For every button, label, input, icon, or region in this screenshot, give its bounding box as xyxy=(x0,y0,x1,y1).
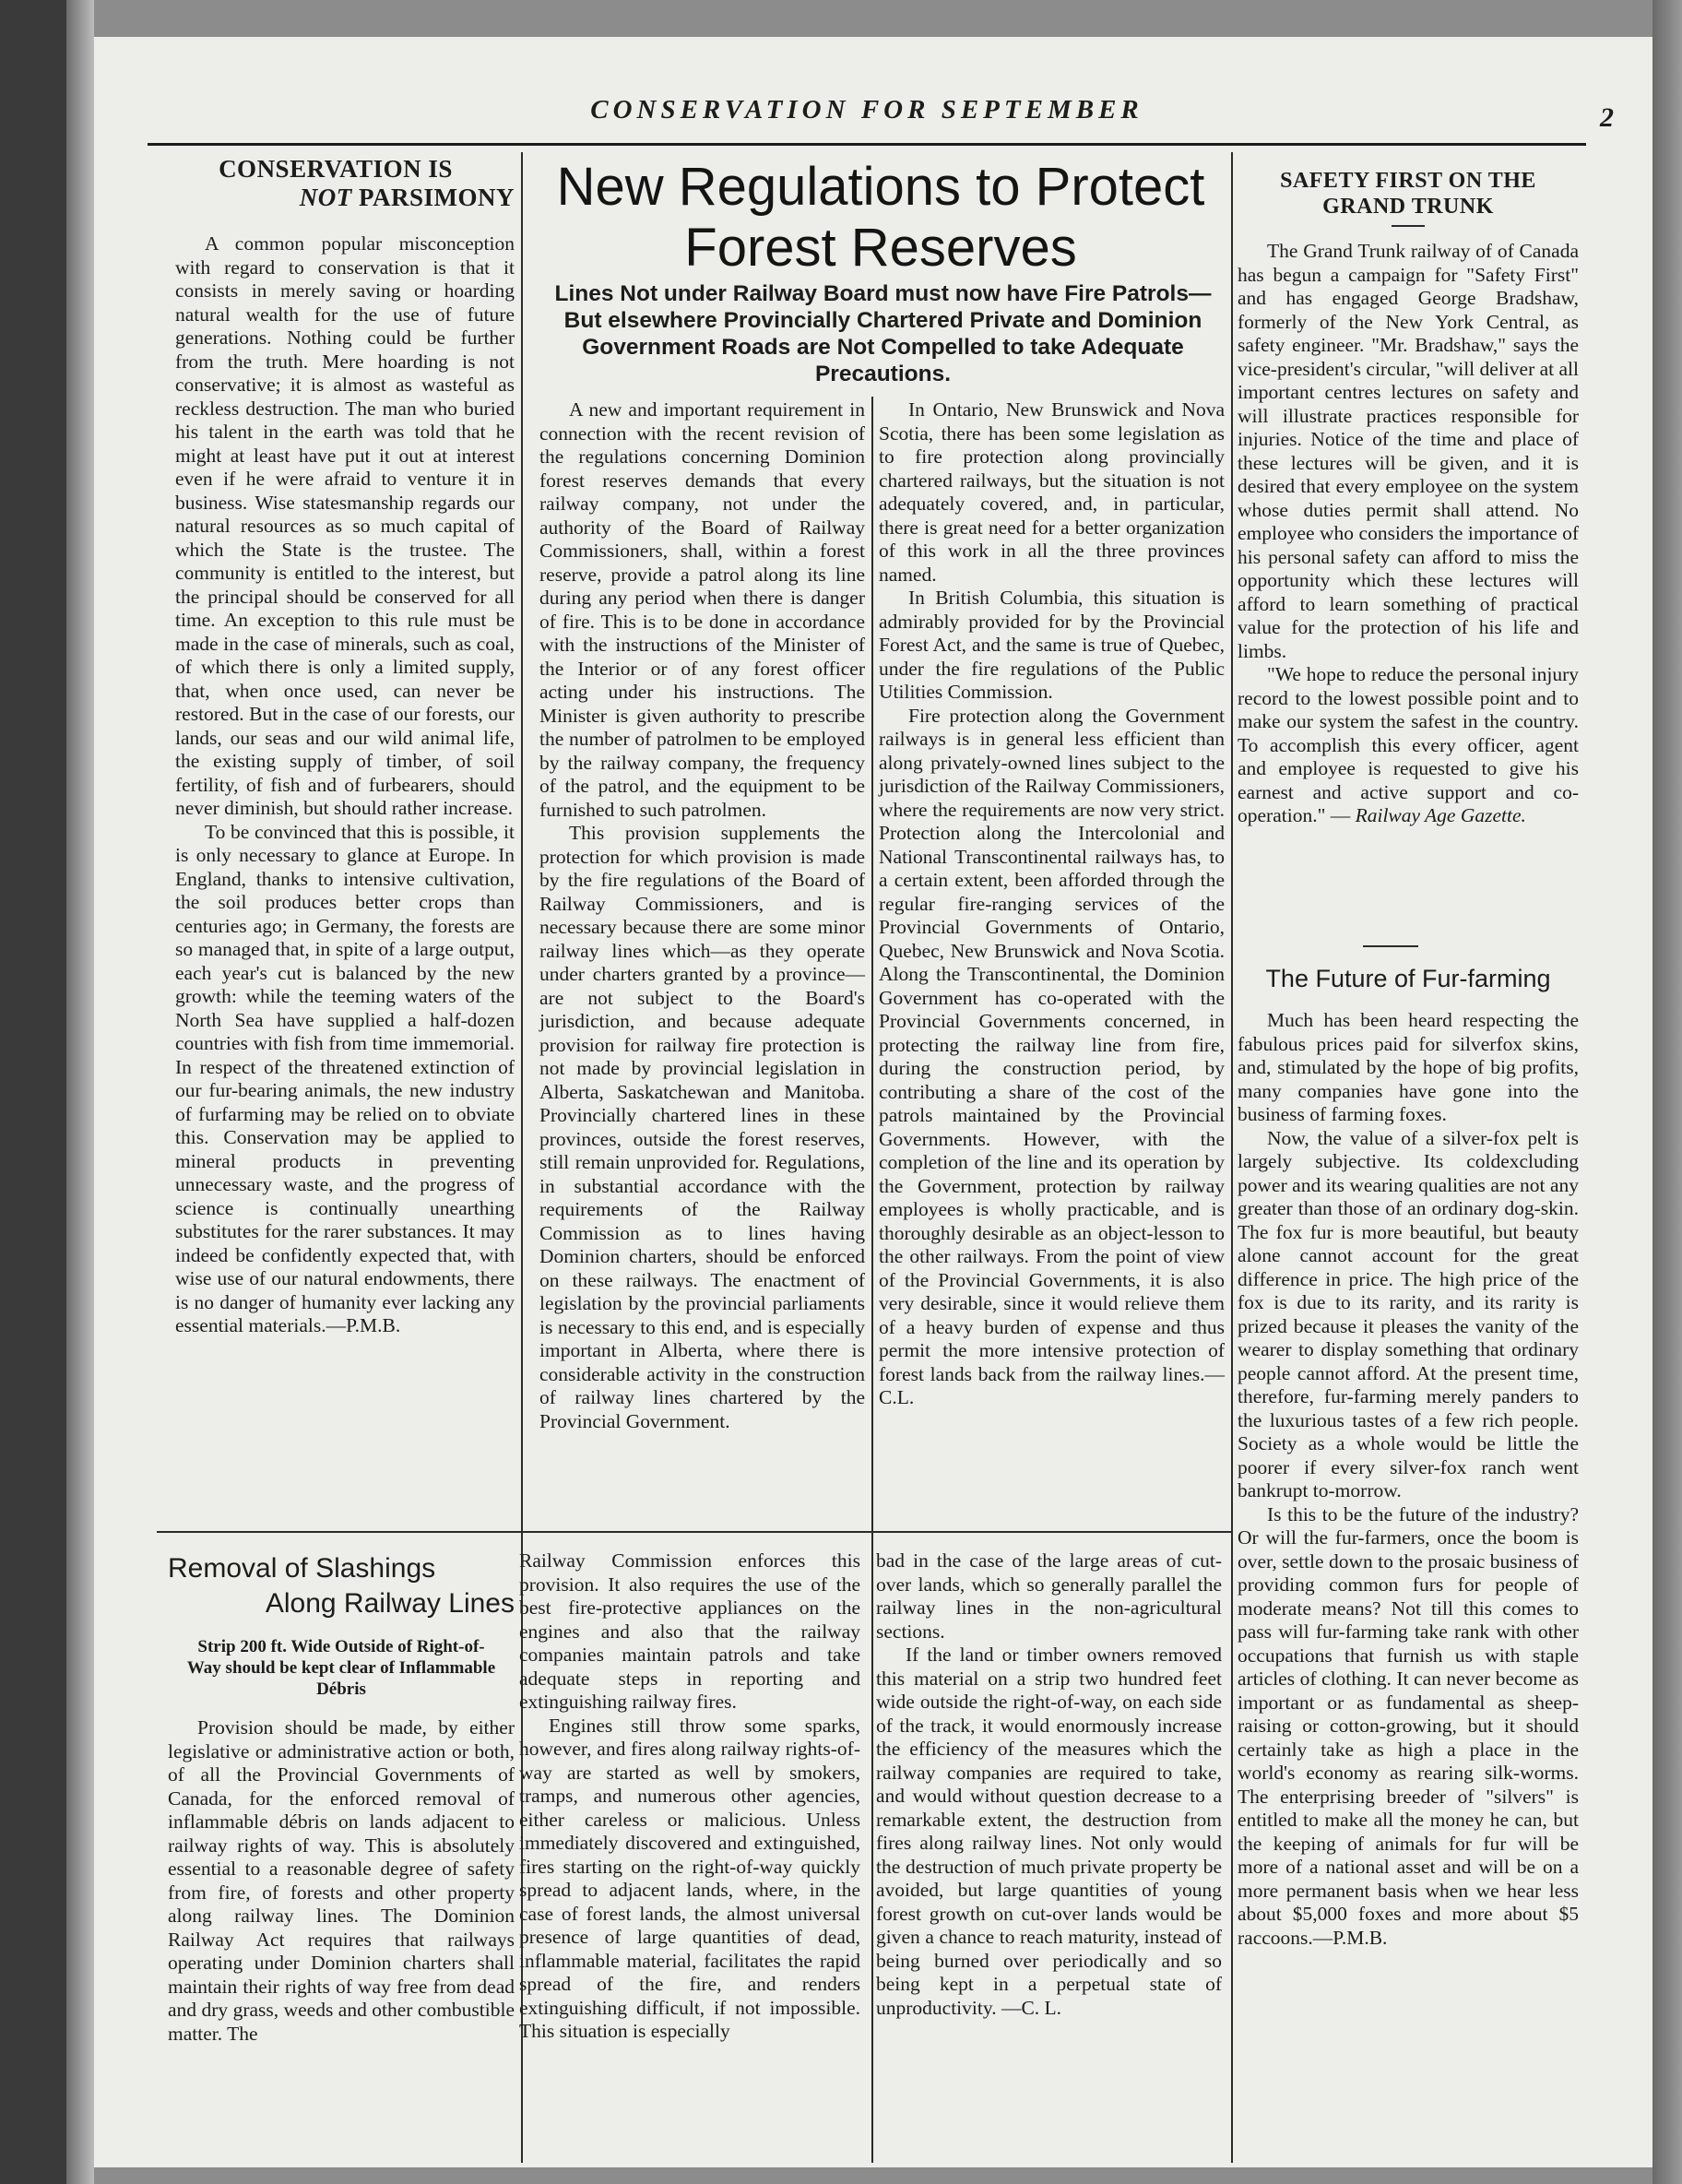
article-paragraph: Is this to be the future of the industry? Or will the fur-farmers, once the boom is over, settle down to the prosaic business of providing common furs for people of moderate means? Not till this comes to pass will fur-farming take rank with other occupations that furnish us with staple articles of clothing. It can never become as important or as fundamental as sheep-raising or cotton-growing, but it should certainly take as high a place in the world's economy as rearing silk-worms. The enterprising breeder of "silvers" is entitled to make all the money he can, but the keeping of animals for fur will be more of a national asset and will be on a more permanent basis when we hear less about $5,000 foxes and more about $5 raccoons.—P.M.B. xyxy=(1238,1502,1579,1949)
article-headline: The Future of Fur-farming xyxy=(1265,965,1551,992)
article-paragraph: Engines still throw some sparks, however, and fires along railway rights-of-way are started as well by smokers, tramps, and numerous other agencies, either careless or malicious. Unless immediately discovered and extinguished, fires starting on the right-of-way quickly spread to adjacent lands, where, in the case of forest lands, the almost universal presence of large quantities of dead, inflammable material, facilitates the rapid spread of the fire, and renders extinguishing difficult, if not impossible. This situation is especially xyxy=(519,1714,860,2042)
article-paragraph: To be convinced that this is possible, it is only necessary to glance at Europe. In England, thanks to intensive cultivation, the soil produces better crops than centuries ago; in Germany, the forests are so managed that, in spite of a large output, each year's cut is balanced by the new growth: while the teeming waters of the North Sea have supplied a half-dozen countries with fish from time immemorial. In respect of the threatened extinction of our fur-bearing animals, the new industry of furfarming may be relied on to obviate this. Conservation may be applied to mineral products in preventing unnecessary waste, and the progress of science is continually unearthing substitutes for the rarer substances. It may indeed be confidently expected that, with wise use of our natural endowments, there is no danger of humanity ever lacking any essential materials.—P.M.B. xyxy=(175,820,515,1336)
regulations-column-2 xyxy=(879,398,1225,1410)
section-rule xyxy=(1363,945,1418,947)
section-rule xyxy=(157,1531,1231,1533)
article-deck: Strip 200 ft. Wide Outside of Right-of-Way should be kept clear of Inflammable Débris xyxy=(186,1637,496,1699)
article-paragraph: In British Columbia, this situation is admirably provided for by the Provincial Forest Act, and the same is true of Quebec, under the fire regulations of the Public Utilities Commission. xyxy=(879,587,1225,703)
article-paragraph: In Ontario, New Brunswick and Nova Scotia, there has been some legislation as to fire protection along provincially chartered railways, but the situation is not adequately covered, and, in particular, there is great need for a better organization of this work in all the three provinces named. xyxy=(879,398,1225,586)
article-paragraph: This provision supplements the protection for which provision is made by the fire regulations of the Board of Railway Commissioners, and is necessary because there are some minor railway lines which—as they operate under charters granted by a province—are not subject to the Board's jurisdiction, and because adequate provision for railway fire protection is not made by provincial legislation in Alberta, Saskatchewan and Manitoba. Provincially chartered lines in these provinces, outside the forest reserves, still remain unprovided for. Regulations, in substantial accordance with the requirements of the Railway Commission as to lines having Dominion charters, should be enforced on these railways. The enactment of legislation by the provincial parliaments is necessary to this end, and is especially important in Alberta, where there is considerable activity in the construction of railway lines chartered by the Provincial Government. xyxy=(539,822,865,1432)
article-slashings xyxy=(168,1551,515,2046)
article-paragraph: Railway Commission enforces this provision. It also requires the use of the best fire-protective appliances on the engines and also that the railway companies maintain patrols and take adequate steps in reporting and extinguishing railway fires. xyxy=(519,1549,860,1713)
column-rule xyxy=(1231,152,1233,2163)
article-parsimony xyxy=(175,155,515,1338)
regulations-column-1 xyxy=(539,398,865,1433)
column-rule xyxy=(871,397,873,2163)
article-paragraph xyxy=(1238,663,1579,828)
page-number: 2 xyxy=(1600,102,1614,133)
article-paragraph: bad in the case of the large areas of cut-over lands, which so generally parallel the railway lines in the non-agricultural sections. xyxy=(876,1549,1222,1643)
article-headline xyxy=(168,1551,515,1621)
article-paragraph: A new and important requirement in connection with the recent revision of the regulations concerning Dominion forest reserves demands that every railway company, not under the authority of the Board of Railway Commissioners, shall, within a forest reserve, provide a patrol along its line during any period when there is danger of fire. This is to be done in accordance with the instructions of the Minister of the Interior or of any forest officer acting under his instructions. The Minister is given authority to prescribe the number of patrolmen to be employed by the railway company, the frequency of the patrol, and the equipment to be furnished to such patrolmen. xyxy=(539,398,865,821)
headline-line xyxy=(175,184,515,212)
slashings-column-3 xyxy=(876,1549,1222,2020)
page-edge xyxy=(1652,0,1682,2184)
main-headline: New Regulations to Protect Forest Reserves xyxy=(556,157,1205,278)
article-paragraph: Now, the value of a silver-fox pelt is largely subjective. Its coldexcluding power and its wearing qualities are not any greater than those of an ordinary dog-skin. The fox fur is more beautiful, but beauty alone cannot account for the great difference in price. The high price of the fox is due to its rarity, and its rarity is prized because it pleases the vanity of the wearer to display something that ordinary people cannot afford. At the present time, therefore, fur-farming merely panders to the luxurious tastes of a few rich people. Society as a whole would be little the poorer if every silver-fox ranch went bankrupt to-morrow. xyxy=(1238,1126,1579,1502)
article-paragraph: Provision should be made, by either legislative or administrative action or both, of all the Provincial Governments of Canada, for the enforced removal of inflammable débris on lands adjacent to railway rights of way. This is absolutely essential to a reasonable degree of safety from fire, of forests and other property along railway lines. The Dominion Railway Act requires that railways operating under Dominion charters shall maintain their rights of way free from dead and dry grass, weeds and other combustible matter. The xyxy=(168,1716,515,2045)
slashings-column-2 xyxy=(519,1549,860,2044)
running-title: CONSERVATION FOR SEPTEMBER xyxy=(590,95,1143,125)
article-paragraph: The Grand Trunk railway of of Canada has begun a campaign for "Safety First" and has engaged George Bradshaw, formerly of the New York Central, as safety engineer. "Mr. Bradshaw," says the vice-president's circular, "will deliver at all important centres lectures on safety and will illustrate practices responsible for injuries. Notice of the time and place of these lectures will be given, and it is desired that every employee on the system whose duties permit shall attend. No employee who considers the importance of his personal safety can afford to miss the opportunity which these lectures will afford to learn something of practical value for the protection of his life and limbs. xyxy=(1238,240,1579,662)
main-deck: Lines Not under Railway Board must now have Fire Patrols—But elsewhere Provincially Chartered Private and Dominion Government Roads are Not Compelled to take Adequate Precautions. xyxy=(554,281,1212,386)
article-source: Railway Age Gazette. xyxy=(1355,804,1526,826)
article-paragraph: If the land or timber owners removed this material on a strip two hundred feet wide outside the right-of-way, on each side of the track, it would enormously increase the efficiency of the measures which the railway companies are required to take, and would without question decrease to a remarkable extent, the destruction from fires along railway lines. Not only would the destruction of much private property be avoided, but large quantities of young forest growth on cut-over lands would be given a chance to reach maturity, instead of being burned over periodically and so being kept in a perpetual state of unproductivity. —C. L. xyxy=(876,1644,1222,2019)
article-headline xyxy=(175,155,515,212)
article-paragraph: Much has been heard respecting the fabulous prices paid for silverfox skins, and, stimulated by the hope of big profits, many companies have gone into the business of farming foxes. xyxy=(1238,1009,1579,1125)
book-binding xyxy=(0,0,66,2184)
page-header xyxy=(148,51,1614,152)
article-paragraph: Fire protection along the Government railways is in general less efficient than along privately-owned lines subject to the jurisdiction of the Railway Commissioners, where the requirements are now very strict. Protection along the Intercolonial and National Transcontinental railways has, to a certain extent, been afforded through the regular fire-ranging services of the Provincial Governments of Ontario, Quebec, New Brunswick and Nova Scotia. Along the Transcontinental, the Dominion Government has co-operated with the Provincial Governments concerned, in protecting the railway line from fire, during the construction period, by contributing a share of the cost of the patrols maintained by the Provincial Governments. However, with the completion of the line and its operation by the Government, protection by railway employees is wholly practicable, and is thoroughly desirable as an object-lesson to the other railways. From the point of view of the Provincial Governments, it is also very desirable, since it would relieve them of a heavy burden of expense and thus permit the more intensive protection of forest lands back from the railway lines.—C.L. xyxy=(879,704,1225,1408)
headline-emphasis: NOT xyxy=(299,184,352,211)
article-fur-farming xyxy=(1238,961,1579,1950)
headline-line: CONSERVATION IS xyxy=(219,155,453,183)
article-headline: SAFETY FIRST ON THE GRAND TRUNK xyxy=(1280,169,1536,219)
article-safety-first xyxy=(1238,168,1579,828)
page-gutter xyxy=(66,0,94,2184)
headline-line: Along Railway Lines xyxy=(265,1588,515,1619)
quote-text: "We hope to reduce the personal injury record to the lowest possible point and to make our system the safest in the country. To accomplish this every officer, agent and employee is requested to give his earnest and active support and co-operation." — xyxy=(1238,663,1579,826)
header-rule xyxy=(148,143,1586,146)
headline-line: Removal of Slashings xyxy=(168,1553,436,1584)
article-paragraph: A common popular misconception with regard to conservation is that it consists in merely saving or hoarding natural wealth for the use of future generations. Nothing could be further from the truth. Mere hoarding is not conservative; it is almost as wasteful as reckless destruction. The man who buried his talent in the earth was told that he might at least have put it out at interest even if he were afraid to venture it in business. Wise statesmanship regards our natural resources as so much capital of which the State is the trustee. The community is entitled to the interest, but the principal should be conserved for all time. An exception to this rule must be made in the case of minerals, such as coal, of which there is only a limited supply, that, when once used, can never be restored. But in the case of our forests, our lands, our seas and our wild animal life, the existing supply of timber, of soil fertility, of fish and of furbearers, should never diminish, but should rather increase. xyxy=(175,232,515,819)
headline-rest: PARSIMONY xyxy=(351,184,515,211)
